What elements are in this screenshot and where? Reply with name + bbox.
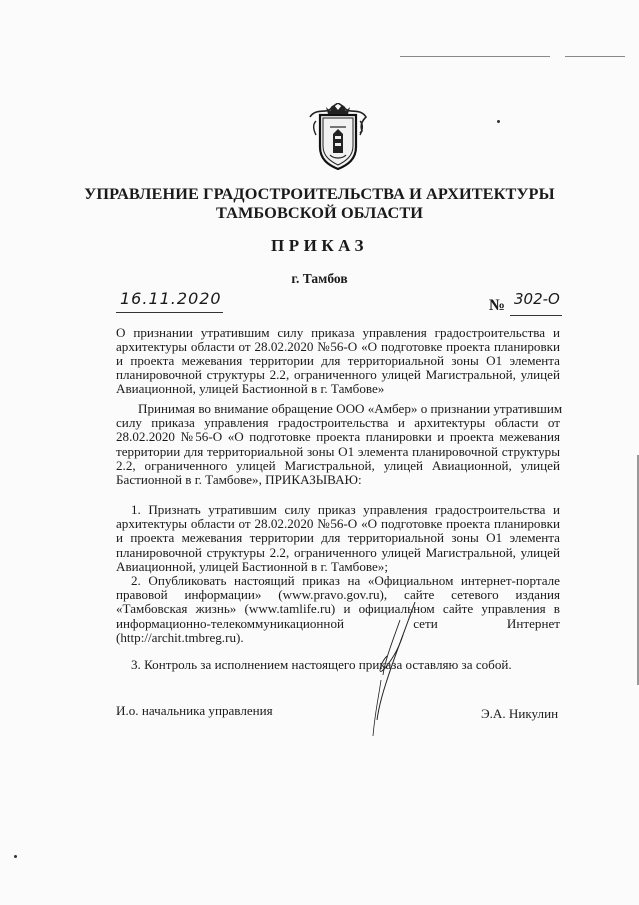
agency-name-line2: ТАМБОВСКОЙ ОБЛАСТИ (215, 203, 424, 222)
scan-speck (497, 120, 500, 123)
item-line: архитектуры области от 28.02.2020 №56-О «О подготовке проекта планировки (116, 516, 560, 532)
preamble-line: территории для территориальной зоны О1 элемента планировочной структуры (116, 443, 560, 459)
scan-line (400, 56, 550, 57)
subject-line: О признании утратившим силу приказа управления градостроительства и (116, 325, 560, 340)
number-label: № (489, 297, 506, 314)
subject-line: и проекта межевания территории для территориальной зоны О1 элемента (116, 352, 560, 368)
order-date: 16.11.2020 (120, 289, 222, 308)
order-number: 302-О (514, 290, 560, 308)
order-item-1 (116, 503, 560, 574)
preamble-line: 2.2, ограниченного улицей Магистральной, улицей Авиационной, улицей (116, 457, 560, 473)
item-line: и проекта межевания территории для территориальной зоны О1 элемента (116, 530, 560, 546)
item-line: 1. Признать утратившим силу приказ управления градостроительства и (131, 502, 560, 517)
item-line: «Тамбовская жизнь» (www.tamlife.ru) и официальном сайте управления в (116, 601, 560, 617)
signer-title: И.о. начальника управления (116, 703, 273, 718)
city: г. Тамбов (291, 271, 348, 286)
preamble-line: Принимая во внимание обращение ООО «Амбер» о признании утратившим (138, 401, 563, 416)
subject-line: планировочной структуры 2.2, ограниченного улицей Магистральной, улицей (116, 366, 560, 382)
subject-block (116, 326, 560, 395)
scan-speck (14, 855, 17, 858)
preamble-line: Бастионной в г. Тамбове», ПРИКАЗЫВАЮ: (116, 471, 362, 487)
subject-line: Авиационной, улицей Бастионной в г. Тамбове» (116, 380, 385, 396)
preamble-line: 28.02.2020 №56-О «О подготовке проекта планировки и проекта межевания (116, 429, 560, 445)
agency-name-line1: УПРАВЛЕНИЕ ГРАДОСТРОИТЕЛЬСТВА И АРХИТЕКТУРЫ (84, 184, 555, 203)
item-line: Авиационной, улицей Бастионной в г. Тамбове»; (116, 558, 388, 574)
number-underline (510, 315, 562, 316)
subject-line: архитектуры области от 28.02.2020 №56-О «О подготовке проекта планировки (116, 338, 560, 354)
item-line: информационно-телекоммуникационной сети Интернет (116, 615, 560, 631)
item-line: (http://archit.tmbreg.ru). (116, 629, 244, 645)
document-type: ПРИКАЗ (271, 236, 368, 255)
handwritten-signature (355, 600, 445, 740)
signer-name: Э.А. Никулин (481, 706, 559, 721)
order-item-2 (116, 574, 560, 645)
date-underline (116, 312, 223, 313)
scan-line (565, 56, 625, 57)
preamble-block (116, 401, 563, 487)
item-line: 3. Контроль за исполнением настоящего приказа оставляю за собой. (131, 657, 512, 672)
item-line: планировочной структуры 2.2, ограниченного улицей Магистральной, улицей (116, 544, 560, 560)
preamble-line: силу приказа управления градостроительства и архитектуры области от (116, 415, 560, 431)
order-item-3 (116, 658, 560, 672)
item-line: правовой информации» (www.pravo.gov.ru), сайте сетевого издания (116, 587, 560, 603)
item-line: 2. Опубликовать настоящий приказ на «Официальном интернет-портале (131, 573, 560, 588)
tambov-coat-of-arms-icon (302, 103, 374, 173)
